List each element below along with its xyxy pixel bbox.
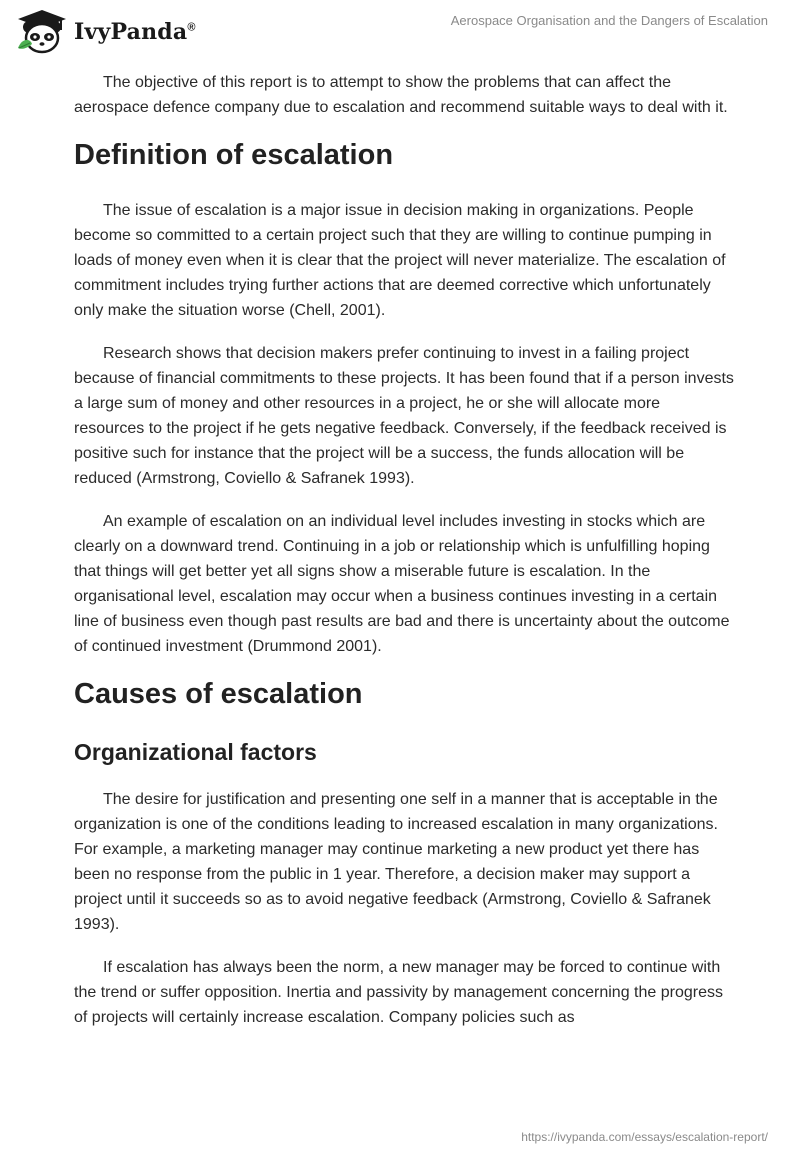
document-title: Aerospace Organisation and the Dangers of Escalation (450, 13, 768, 28)
subsection-heading-organizational-factors: Organizational factors (74, 739, 317, 765)
panda-graduate-icon (14, 8, 70, 56)
paragraph: If escalation has always been the norm, a new manager may be forced to continue with the trend or suffer opposition. Inertia and passivity by management concerning the progress of projects will certainly increase escalation. Company policies such as (74, 959, 723, 1026)
paragraph: The desire for justification and presenting one self in a manner that is acceptable in the organization is one of the conditions leading to increased escalation in many organizations. For example, a marketing manager may continue marketing a new product yet there has been no response from the public in 1 year. Therefore, a decision maker may support a project until it succeeds so as to avoid negative feedback (Armstrong, Coviello & Safranek 1993). (74, 791, 718, 933)
essay-content (74, 70, 734, 1048)
page-header (0, 0, 800, 70)
logo-text: IvyPanda® (74, 19, 196, 45)
ivypanda-logo[interactable] (14, 8, 196, 56)
section-heading-causes: Causes of escalation (74, 678, 363, 710)
paragraph: Research shows that decision makers prefer continuing to invest in a failing project because of financial commitments to these projects. It has been found that if a person invests a large sum of money and other resources in a project, he or she will allocate more resources to the project if he gets negative feedback. Conversely, if the feedback received is positive such for instance that the project will be a success, the funds allocation will be reduced (Armstrong, Coviello & Safranek 1993). (74, 345, 734, 487)
intro-paragraph: The objective of this report is to attempt to show the problems that can affect the aerospace defence company due to escalation and recommend suitable ways to deal with it. (74, 74, 728, 116)
paragraph: An example of escalation on an individual level includes investing in stocks which are clearly on a downward trend. Continuing in a job or relationship which is unfulfilling hoping that things will get better yet all signs show a miserable future is escalation. In the organisational level, escalation may occur when a business continues investing in a certain line of business even though past results are bad and there is uncertainty about the outcome of continued investment (Drummond 2001). (74, 513, 730, 655)
section-heading-definition: Definition of escalation (74, 139, 394, 171)
footer-url[interactable]: https://ivypanda.com/essays/escalation-report/ (521, 1130, 768, 1144)
paragraph: The issue of escalation is a major issue in decision making in organizations. People become so committed to a certain project such that they are willing to continue pumping in loads of money even when it is clear that the project will never materialize. The escalation of commitment includes trying further actions that are deemed corrective which unfortunately only make the situation worse (Chell, 2001). (74, 202, 726, 319)
